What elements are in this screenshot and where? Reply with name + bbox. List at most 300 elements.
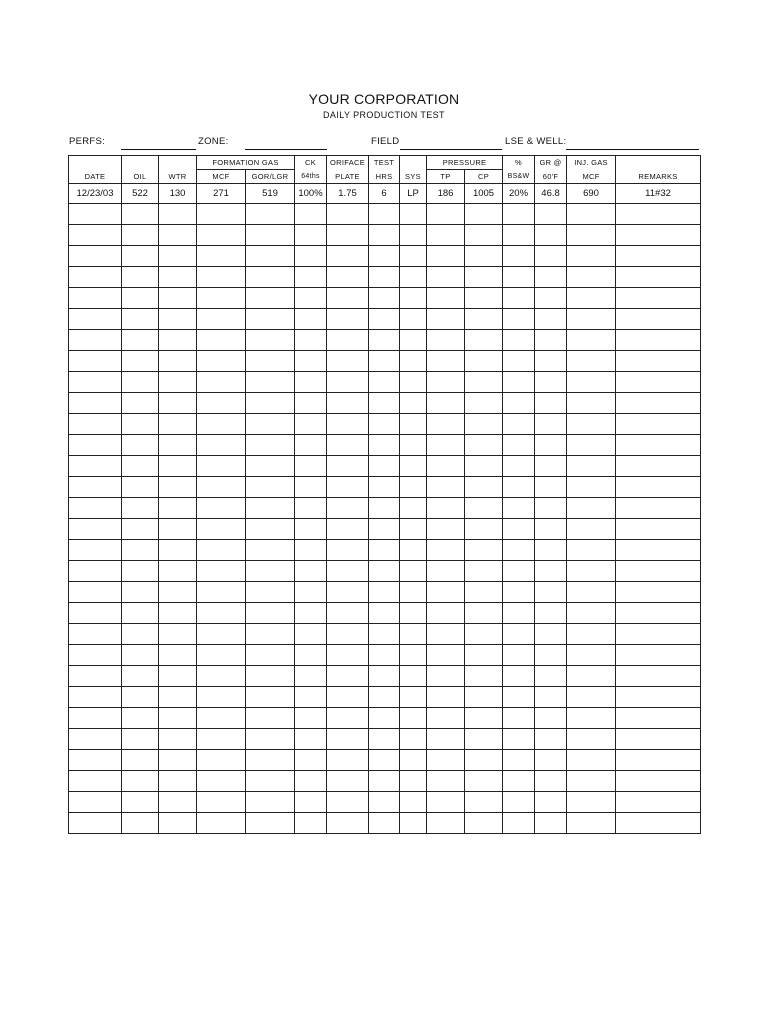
- gor-lgr-cell[interactable]: [246, 645, 295, 666]
- cp-cell[interactable]: [465, 792, 503, 813]
- tp-cell[interactable]: [427, 771, 465, 792]
- inj-mcf-cell[interactable]: [567, 456, 616, 477]
- remarks-cell[interactable]: [616, 813, 701, 834]
- date-cell[interactable]: [69, 330, 122, 351]
- remarks-cell[interactable]: [616, 603, 701, 624]
- bsw-cell[interactable]: [503, 435, 535, 456]
- date-cell[interactable]: [69, 729, 122, 750]
- hrs-cell[interactable]: [369, 603, 400, 624]
- mcf-cell[interactable]: [197, 225, 246, 246]
- ck-cell[interactable]: [295, 603, 327, 624]
- hrs-cell[interactable]: [369, 561, 400, 582]
- mcf-cell[interactable]: [197, 771, 246, 792]
- hrs-cell[interactable]: [369, 645, 400, 666]
- wtr-cell[interactable]: [159, 267, 197, 288]
- sys-cell[interactable]: [400, 624, 427, 645]
- gr-cell[interactable]: [535, 624, 567, 645]
- inj-mcf-cell[interactable]: [567, 246, 616, 267]
- plate-cell[interactable]: [327, 561, 369, 582]
- cp-cell[interactable]: [465, 750, 503, 771]
- remarks-cell[interactable]: [616, 771, 701, 792]
- tp-cell[interactable]: [427, 393, 465, 414]
- date-cell[interactable]: [69, 246, 122, 267]
- date-cell[interactable]: [69, 477, 122, 498]
- sys-cell[interactable]: [400, 582, 427, 603]
- plate-cell[interactable]: [327, 729, 369, 750]
- tp-cell[interactable]: [427, 666, 465, 687]
- plate-cell[interactable]: [327, 477, 369, 498]
- remarks-cell[interactable]: [616, 540, 701, 561]
- oil-cell[interactable]: [122, 351, 159, 372]
- mcf-cell[interactable]: [197, 330, 246, 351]
- inj-mcf-cell[interactable]: [567, 687, 616, 708]
- gor-lgr-cell[interactable]: [246, 666, 295, 687]
- plate-cell[interactable]: [327, 288, 369, 309]
- sys-cell[interactable]: [400, 666, 427, 687]
- sys-cell[interactable]: [400, 288, 427, 309]
- sys-cell[interactable]: [400, 813, 427, 834]
- mcf-cell[interactable]: [197, 351, 246, 372]
- gor-lgr-cell[interactable]: [246, 204, 295, 225]
- inj-mcf-cell[interactable]: [567, 330, 616, 351]
- hrs-cell[interactable]: [369, 750, 400, 771]
- ck-cell[interactable]: [295, 561, 327, 582]
- hrs-cell[interactable]: [369, 435, 400, 456]
- gr-cell[interactable]: 46.8: [535, 184, 567, 204]
- ck-cell[interactable]: [295, 477, 327, 498]
- bsw-cell[interactable]: [503, 624, 535, 645]
- date-cell[interactable]: [69, 309, 122, 330]
- gr-cell[interactable]: [535, 582, 567, 603]
- cp-cell[interactable]: [465, 624, 503, 645]
- remarks-cell[interactable]: [616, 435, 701, 456]
- tp-cell[interactable]: [427, 204, 465, 225]
- wtr-cell[interactable]: [159, 372, 197, 393]
- bsw-cell[interactable]: [503, 267, 535, 288]
- bsw-cell[interactable]: [503, 813, 535, 834]
- lse-well-field[interactable]: [566, 149, 699, 150]
- hrs-cell[interactable]: [369, 372, 400, 393]
- date-cell[interactable]: [69, 561, 122, 582]
- date-cell[interactable]: 12/23/03: [69, 184, 122, 204]
- hrs-cell[interactable]: [369, 477, 400, 498]
- plate-cell[interactable]: [327, 498, 369, 519]
- date-cell[interactable]: [69, 456, 122, 477]
- inj-mcf-cell[interactable]: [567, 792, 616, 813]
- date-cell[interactable]: [69, 792, 122, 813]
- gr-cell[interactable]: [535, 246, 567, 267]
- plate-cell[interactable]: [327, 246, 369, 267]
- mcf-cell[interactable]: [197, 498, 246, 519]
- gor-lgr-cell[interactable]: [246, 393, 295, 414]
- date-cell[interactable]: [69, 372, 122, 393]
- plate-cell[interactable]: [327, 225, 369, 246]
- gr-cell[interactable]: [535, 414, 567, 435]
- cp-cell[interactable]: [465, 435, 503, 456]
- gr-cell[interactable]: [535, 708, 567, 729]
- sys-cell[interactable]: [400, 351, 427, 372]
- mcf-cell[interactable]: [197, 729, 246, 750]
- hrs-cell[interactable]: [369, 330, 400, 351]
- inj-mcf-cell[interactable]: [567, 771, 616, 792]
- hrs-cell[interactable]: [369, 792, 400, 813]
- tp-cell[interactable]: [427, 246, 465, 267]
- gor-lgr-cell[interactable]: [246, 729, 295, 750]
- cp-cell[interactable]: [465, 204, 503, 225]
- mcf-cell[interactable]: [197, 372, 246, 393]
- cp-cell[interactable]: [465, 498, 503, 519]
- cp-cell[interactable]: [465, 414, 503, 435]
- wtr-cell[interactable]: [159, 246, 197, 267]
- remarks-cell[interactable]: [616, 309, 701, 330]
- cp-cell[interactable]: [465, 309, 503, 330]
- gr-cell[interactable]: [535, 435, 567, 456]
- sys-cell[interactable]: [400, 687, 427, 708]
- gr-cell[interactable]: [535, 519, 567, 540]
- ck-cell[interactable]: [295, 729, 327, 750]
- plate-cell[interactable]: [327, 435, 369, 456]
- date-cell[interactable]: [69, 813, 122, 834]
- wtr-cell[interactable]: [159, 603, 197, 624]
- bsw-cell[interactable]: [503, 582, 535, 603]
- mcf-cell[interactable]: [197, 456, 246, 477]
- tp-cell[interactable]: [427, 519, 465, 540]
- remarks-cell[interactable]: [616, 729, 701, 750]
- cp-cell[interactable]: [465, 372, 503, 393]
- remarks-cell[interactable]: [616, 267, 701, 288]
- oil-cell[interactable]: [122, 372, 159, 393]
- plate-cell[interactable]: [327, 666, 369, 687]
- bsw-cell[interactable]: [503, 393, 535, 414]
- zone-field[interactable]: [245, 149, 327, 150]
- cp-cell[interactable]: [465, 771, 503, 792]
- oil-cell[interactable]: [122, 771, 159, 792]
- date-cell[interactable]: [69, 687, 122, 708]
- oil-cell[interactable]: [122, 708, 159, 729]
- hrs-cell[interactable]: [369, 414, 400, 435]
- cp-cell[interactable]: 1005: [465, 184, 503, 204]
- wtr-cell[interactable]: [159, 813, 197, 834]
- cp-cell[interactable]: [465, 393, 503, 414]
- bsw-cell[interactable]: [503, 309, 535, 330]
- wtr-cell[interactable]: 130: [159, 184, 197, 204]
- wtr-cell[interactable]: [159, 771, 197, 792]
- remarks-cell[interactable]: [616, 624, 701, 645]
- plate-cell[interactable]: [327, 309, 369, 330]
- remarks-cell[interactable]: [616, 246, 701, 267]
- tp-cell[interactable]: [427, 225, 465, 246]
- gor-lgr-cell[interactable]: [246, 435, 295, 456]
- ck-cell[interactable]: [295, 708, 327, 729]
- bsw-cell[interactable]: 20%: [503, 184, 535, 204]
- gr-cell[interactable]: [535, 372, 567, 393]
- ck-cell[interactable]: [295, 666, 327, 687]
- remarks-cell[interactable]: [616, 477, 701, 498]
- inj-mcf-cell[interactable]: [567, 435, 616, 456]
- hrs-cell[interactable]: [369, 456, 400, 477]
- gr-cell[interactable]: [535, 645, 567, 666]
- mcf-cell[interactable]: [197, 246, 246, 267]
- wtr-cell[interactable]: [159, 414, 197, 435]
- gor-lgr-cell[interactable]: [246, 519, 295, 540]
- gor-lgr-cell[interactable]: [246, 540, 295, 561]
- wtr-cell[interactable]: [159, 750, 197, 771]
- hrs-cell[interactable]: [369, 624, 400, 645]
- oil-cell[interactable]: [122, 582, 159, 603]
- plate-cell[interactable]: [327, 708, 369, 729]
- ck-cell[interactable]: [295, 792, 327, 813]
- ck-cell[interactable]: [295, 813, 327, 834]
- remarks-cell[interactable]: [616, 792, 701, 813]
- ck-cell[interactable]: [295, 204, 327, 225]
- oil-cell[interactable]: [122, 603, 159, 624]
- oil-cell[interactable]: [122, 225, 159, 246]
- ck-cell[interactable]: [295, 771, 327, 792]
- inj-mcf-cell[interactable]: [567, 519, 616, 540]
- hrs-cell[interactable]: [369, 267, 400, 288]
- inj-mcf-cell[interactable]: [567, 204, 616, 225]
- tp-cell[interactable]: [427, 708, 465, 729]
- bsw-cell[interactable]: [503, 330, 535, 351]
- plate-cell[interactable]: 1.75: [327, 184, 369, 204]
- date-cell[interactable]: [69, 498, 122, 519]
- date-cell[interactable]: [69, 582, 122, 603]
- mcf-cell[interactable]: [197, 666, 246, 687]
- bsw-cell[interactable]: [503, 456, 535, 477]
- date-cell[interactable]: [69, 225, 122, 246]
- date-cell[interactable]: [69, 435, 122, 456]
- mcf-cell[interactable]: [197, 477, 246, 498]
- plate-cell[interactable]: [327, 624, 369, 645]
- gor-lgr-cell[interactable]: [246, 351, 295, 372]
- gor-lgr-cell[interactable]: [246, 414, 295, 435]
- tp-cell[interactable]: [427, 372, 465, 393]
- mcf-cell[interactable]: [197, 582, 246, 603]
- cp-cell[interactable]: [465, 645, 503, 666]
- hrs-cell[interactable]: [369, 246, 400, 267]
- oil-cell[interactable]: [122, 792, 159, 813]
- wtr-cell[interactable]: [159, 435, 197, 456]
- mcf-cell[interactable]: [197, 540, 246, 561]
- ck-cell[interactable]: [295, 267, 327, 288]
- plate-cell[interactable]: [327, 582, 369, 603]
- ck-cell[interactable]: [295, 393, 327, 414]
- oil-cell[interactable]: [122, 267, 159, 288]
- wtr-cell[interactable]: [159, 540, 197, 561]
- hrs-cell[interactable]: [369, 582, 400, 603]
- plate-cell[interactable]: [327, 540, 369, 561]
- wtr-cell[interactable]: [159, 288, 197, 309]
- gr-cell[interactable]: [535, 729, 567, 750]
- inj-mcf-cell[interactable]: [567, 372, 616, 393]
- wtr-cell[interactable]: [159, 519, 197, 540]
- wtr-cell[interactable]: [159, 561, 197, 582]
- date-cell[interactable]: [69, 204, 122, 225]
- inj-mcf-cell[interactable]: [567, 288, 616, 309]
- wtr-cell[interactable]: [159, 792, 197, 813]
- sys-cell[interactable]: [400, 309, 427, 330]
- gr-cell[interactable]: [535, 540, 567, 561]
- mcf-cell[interactable]: [197, 687, 246, 708]
- sys-cell[interactable]: [400, 771, 427, 792]
- hrs-cell[interactable]: [369, 771, 400, 792]
- wtr-cell[interactable]: [159, 456, 197, 477]
- oil-cell[interactable]: [122, 687, 159, 708]
- bsw-cell[interactable]: [503, 561, 535, 582]
- mcf-cell[interactable]: [197, 792, 246, 813]
- sys-cell[interactable]: [400, 372, 427, 393]
- oil-cell[interactable]: [122, 540, 159, 561]
- cp-cell[interactable]: [465, 666, 503, 687]
- ck-cell[interactable]: [295, 498, 327, 519]
- ck-cell[interactable]: [295, 351, 327, 372]
- remarks-cell[interactable]: [616, 288, 701, 309]
- inj-mcf-cell[interactable]: [567, 225, 616, 246]
- cp-cell[interactable]: [465, 225, 503, 246]
- bsw-cell[interactable]: [503, 477, 535, 498]
- ck-cell[interactable]: [295, 750, 327, 771]
- hrs-cell[interactable]: [369, 288, 400, 309]
- cp-cell[interactable]: [465, 477, 503, 498]
- cp-cell[interactable]: [465, 351, 503, 372]
- oil-cell[interactable]: [122, 456, 159, 477]
- remarks-cell[interactable]: [616, 204, 701, 225]
- cp-cell[interactable]: [465, 519, 503, 540]
- gr-cell[interactable]: [535, 477, 567, 498]
- remarks-cell[interactable]: [616, 225, 701, 246]
- remarks-cell[interactable]: [616, 456, 701, 477]
- cp-cell[interactable]: [465, 708, 503, 729]
- inj-mcf-cell[interactable]: [567, 624, 616, 645]
- remarks-cell[interactable]: [616, 687, 701, 708]
- inj-mcf-cell[interactable]: [567, 393, 616, 414]
- gor-lgr-cell[interactable]: [246, 624, 295, 645]
- inj-mcf-cell[interactable]: [567, 666, 616, 687]
- sys-cell[interactable]: [400, 498, 427, 519]
- sys-cell[interactable]: [400, 561, 427, 582]
- remarks-cell[interactable]: [616, 519, 701, 540]
- bsw-cell[interactable]: [503, 771, 535, 792]
- wtr-cell[interactable]: [159, 204, 197, 225]
- oil-cell[interactable]: [122, 666, 159, 687]
- oil-cell[interactable]: [122, 435, 159, 456]
- inj-mcf-cell[interactable]: [567, 351, 616, 372]
- gor-lgr-cell[interactable]: [246, 561, 295, 582]
- remarks-cell[interactable]: [616, 330, 701, 351]
- sys-cell[interactable]: [400, 750, 427, 771]
- cp-cell[interactable]: [465, 582, 503, 603]
- oil-cell[interactable]: [122, 624, 159, 645]
- bsw-cell[interactable]: [503, 750, 535, 771]
- ck-cell[interactable]: [295, 435, 327, 456]
- cp-cell[interactable]: [465, 561, 503, 582]
- oil-cell[interactable]: [122, 393, 159, 414]
- remarks-cell[interactable]: [616, 645, 701, 666]
- sys-cell[interactable]: [400, 225, 427, 246]
- bsw-cell[interactable]: [503, 540, 535, 561]
- sys-cell[interactable]: [400, 729, 427, 750]
- mcf-cell[interactable]: [197, 414, 246, 435]
- oil-cell[interactable]: [122, 750, 159, 771]
- gr-cell[interactable]: [535, 393, 567, 414]
- bsw-cell[interactable]: [503, 204, 535, 225]
- plate-cell[interactable]: [327, 456, 369, 477]
- tp-cell[interactable]: [427, 309, 465, 330]
- plate-cell[interactable]: [327, 519, 369, 540]
- plate-cell[interactable]: [327, 267, 369, 288]
- tp-cell[interactable]: [427, 603, 465, 624]
- date-cell[interactable]: [69, 603, 122, 624]
- remarks-cell[interactable]: [616, 393, 701, 414]
- oil-cell[interactable]: [122, 645, 159, 666]
- date-cell[interactable]: [69, 624, 122, 645]
- hrs-cell[interactable]: [369, 309, 400, 330]
- mcf-cell[interactable]: [197, 435, 246, 456]
- gr-cell[interactable]: [535, 750, 567, 771]
- sys-cell[interactable]: [400, 645, 427, 666]
- inj-mcf-cell[interactable]: [567, 729, 616, 750]
- bsw-cell[interactable]: [503, 246, 535, 267]
- remarks-cell[interactable]: [616, 414, 701, 435]
- sys-cell[interactable]: [400, 414, 427, 435]
- plate-cell[interactable]: [327, 414, 369, 435]
- date-cell[interactable]: [69, 750, 122, 771]
- plate-cell[interactable]: [327, 645, 369, 666]
- gor-lgr-cell[interactable]: [246, 477, 295, 498]
- gor-lgr-cell[interactable]: 519: [246, 184, 295, 204]
- gr-cell[interactable]: [535, 498, 567, 519]
- remarks-cell[interactable]: [616, 666, 701, 687]
- bsw-cell[interactable]: [503, 288, 535, 309]
- plate-cell[interactable]: [327, 750, 369, 771]
- tp-cell[interactable]: [427, 330, 465, 351]
- cp-cell[interactable]: [465, 246, 503, 267]
- cp-cell[interactable]: [465, 687, 503, 708]
- plate-cell[interactable]: [327, 813, 369, 834]
- date-cell[interactable]: [69, 771, 122, 792]
- cp-cell[interactable]: [465, 288, 503, 309]
- mcf-cell[interactable]: [197, 393, 246, 414]
- tp-cell[interactable]: [427, 750, 465, 771]
- plate-cell[interactable]: [327, 687, 369, 708]
- gr-cell[interactable]: [535, 771, 567, 792]
- tp-cell[interactable]: [427, 645, 465, 666]
- sys-cell[interactable]: [400, 393, 427, 414]
- inj-mcf-cell[interactable]: [567, 561, 616, 582]
- gr-cell[interactable]: [535, 561, 567, 582]
- gor-lgr-cell[interactable]: [246, 372, 295, 393]
- mcf-cell[interactable]: 271: [197, 184, 246, 204]
- ck-cell[interactable]: [295, 687, 327, 708]
- plate-cell[interactable]: [327, 372, 369, 393]
- inj-mcf-cell[interactable]: [567, 750, 616, 771]
- date-cell[interactable]: [69, 393, 122, 414]
- tp-cell[interactable]: [427, 414, 465, 435]
- gor-lgr-cell[interactable]: [246, 330, 295, 351]
- gor-lgr-cell[interactable]: [246, 582, 295, 603]
- tp-cell[interactable]: [427, 288, 465, 309]
- wtr-cell[interactable]: [159, 477, 197, 498]
- remarks-cell[interactable]: [616, 561, 701, 582]
- gr-cell[interactable]: [535, 603, 567, 624]
- date-cell[interactable]: [69, 519, 122, 540]
- ck-cell[interactable]: [295, 330, 327, 351]
- sys-cell[interactable]: [400, 540, 427, 561]
- mcf-cell[interactable]: [197, 645, 246, 666]
- ck-cell[interactable]: [295, 246, 327, 267]
- oil-cell[interactable]: [122, 204, 159, 225]
- hrs-cell[interactable]: 6: [369, 184, 400, 204]
